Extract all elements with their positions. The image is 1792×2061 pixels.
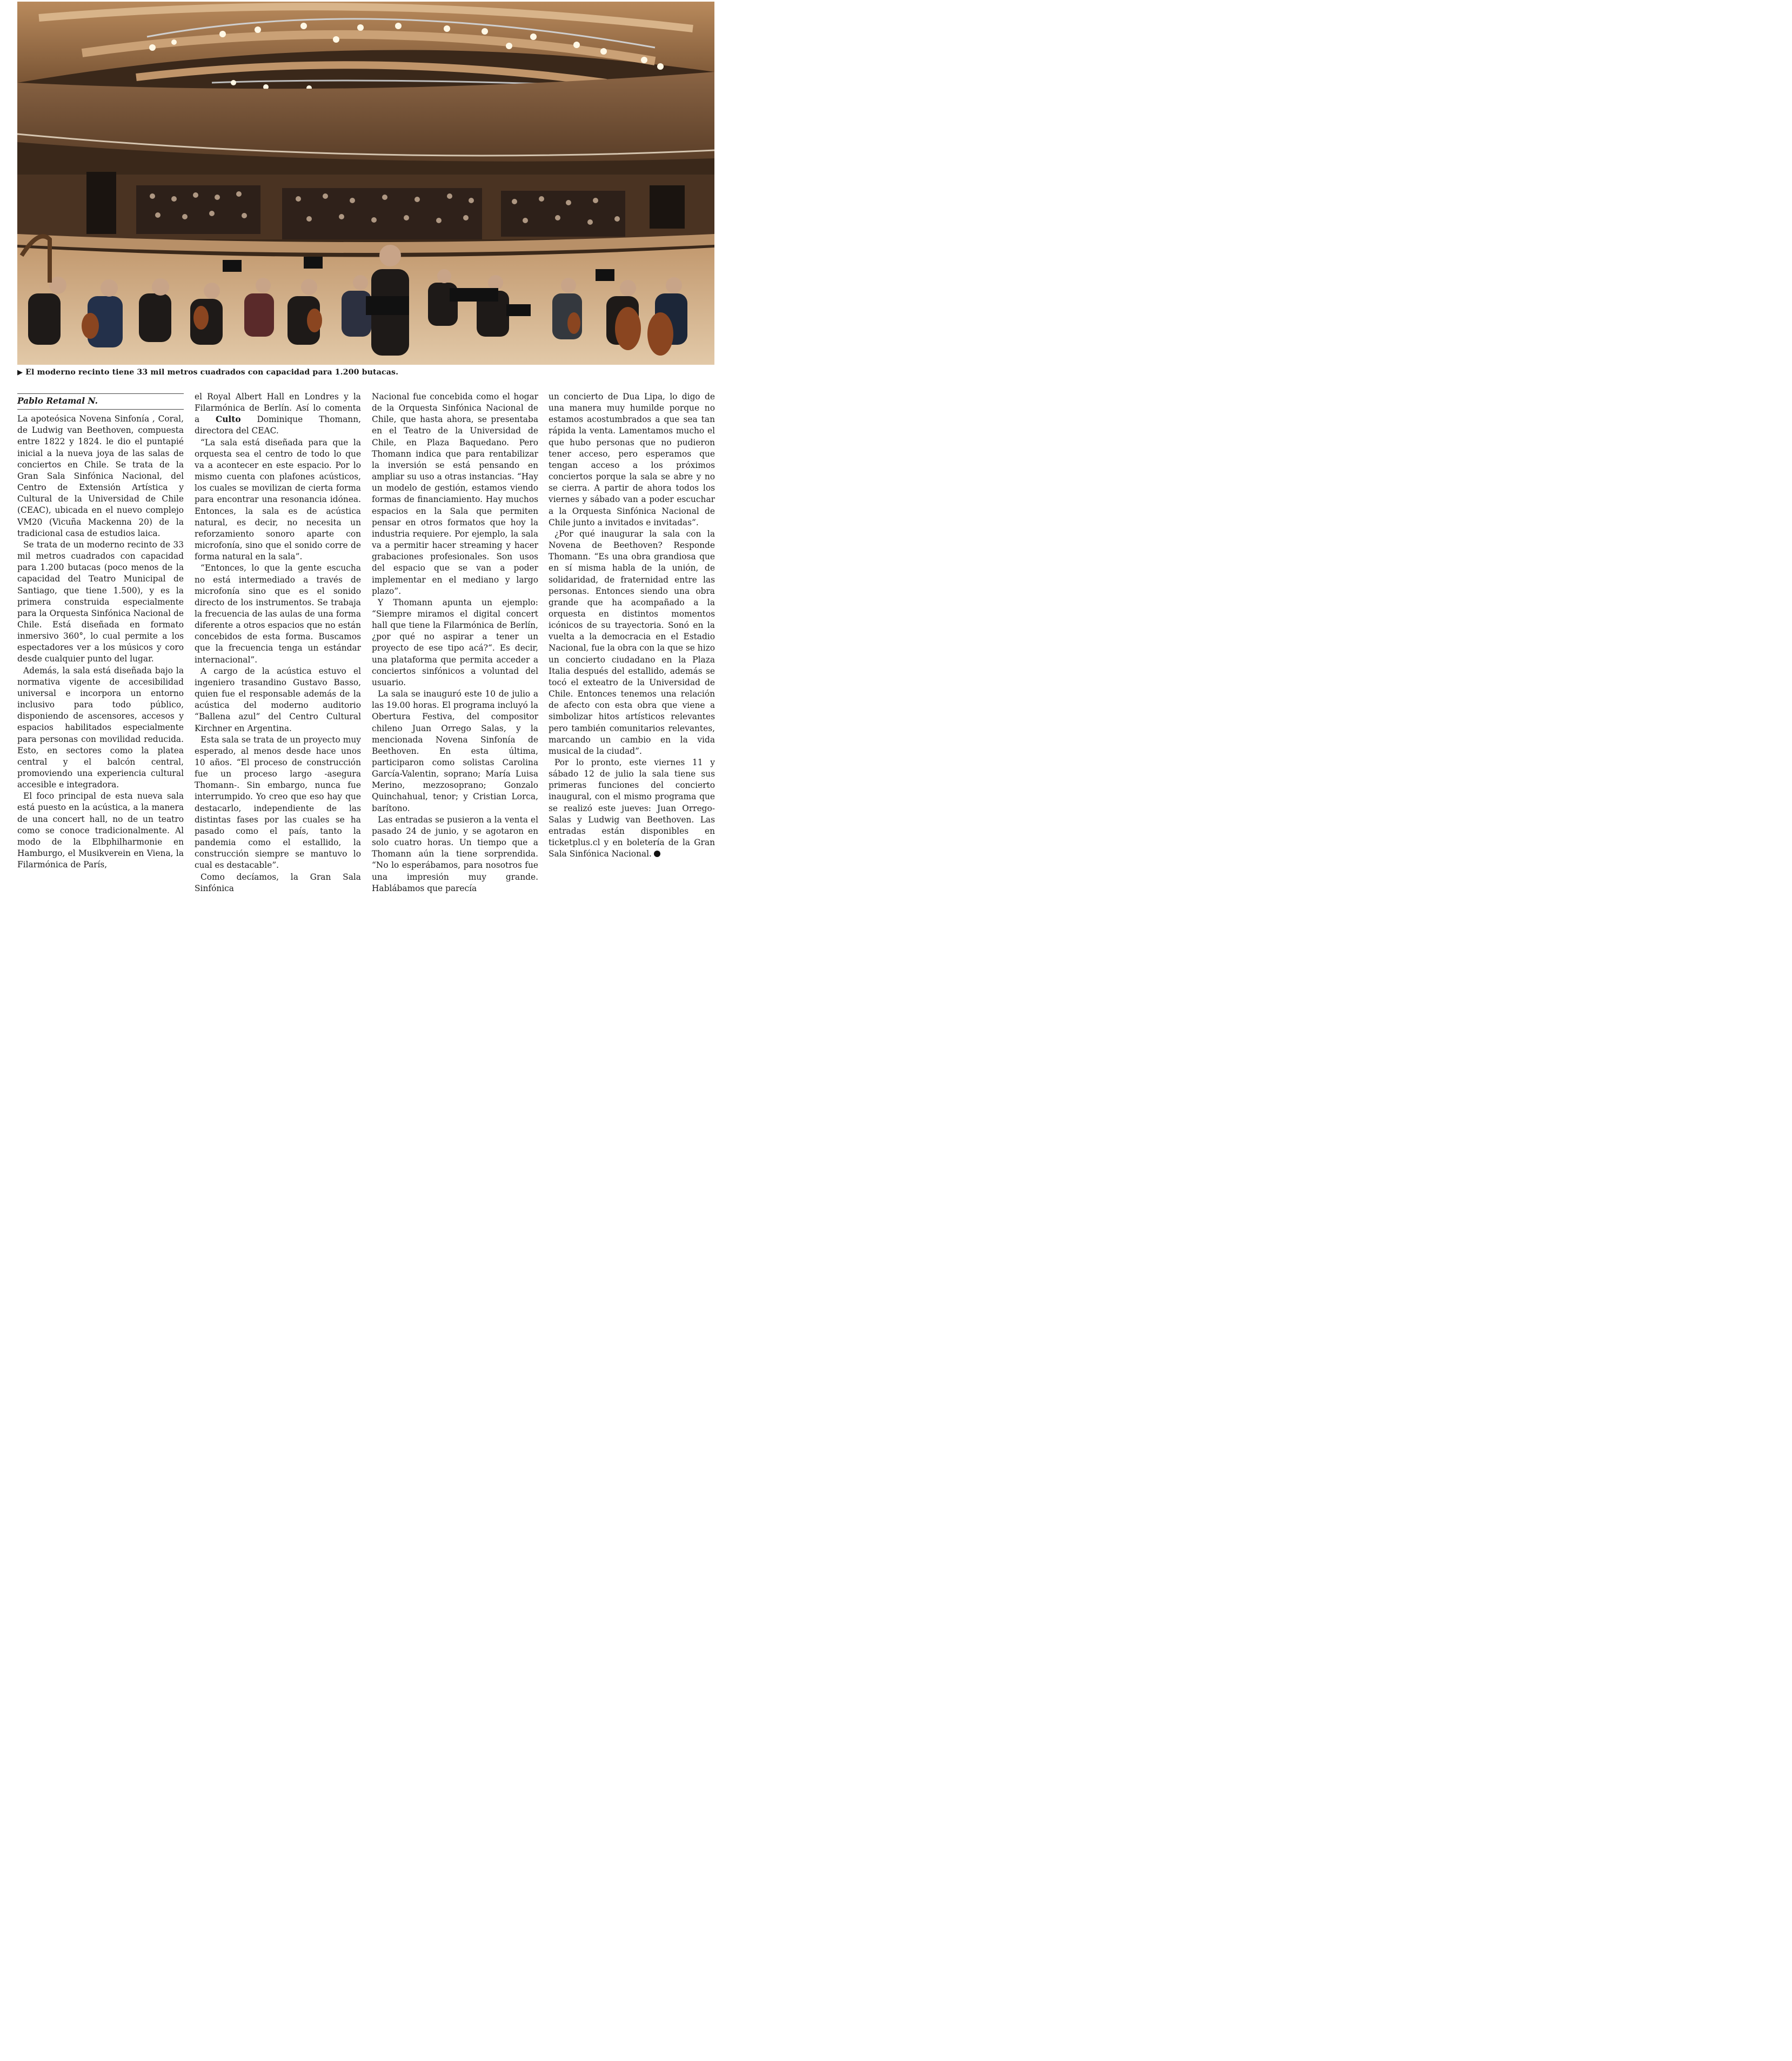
article-column-2	[195, 391, 361, 894]
paragraph: La sala se inauguró este 10 de julio a las 19.00 horas. El programa incluyó la Obertura Festiva, del compositor chileno Juan Orrego Salas, y la mencionada Novena Sinfonía de Beethoven. En esta última, participaron como solistas Carolina García-Valentin, soprano; María Luisa Merino, mezzosoprano; Gonzalo Quinchahual, tenor; y Cristian Lorca, barítono.	[372, 689, 538, 813]
concert-hall-photo	[17, 2, 714, 365]
paragraph: Se trata de un moderno recinto de 33 mil metros cuadrados con capacidad para 1.200 butacas (poco menos de la capacidad del Teatro Municipal de Santiago, que tiene 1.500), y es la primera construida especialmente para la Orquesta Sinfónica Nacional de Chile. Está diseñada en formato inmersivo 360°, lo cual permite a los espectadores ver a los músicos y coro desde cualquier punto del lugar.	[17, 539, 184, 664]
text-run: el Royal Albert Hall en Londres y la Filarmónica de Berlín. Así lo comenta a	[195, 392, 361, 425]
photo-caption	[17, 368, 714, 377]
paragraph: Además, la sala está diseñada bajo la normativa vigente de accesibilidad universal e incorpora un entorno inclusivo para todo público, disponiendo de ascensores, accesos y espacios habilitados especialmente para personas con movilidad reducida. Esto, en sectores como la platea central y el balcón central, promoviendo una experiencia cultural accesible e integradora.	[17, 665, 184, 790]
text-run: Dominique Thomann, directora del CEAC.	[195, 414, 362, 436]
paragraph	[195, 391, 361, 437]
paragraph: Las entradas se pusieron a la venta el pasado 24 de junio, y se agotaron en solo cuatro horas. Un tiempo que a Thomann aún la tiene sorprendida. “No lo esperábamos, para nosotros fue una impresión muy grande. Hablábamos que parecía	[372, 814, 538, 893]
publication-name: Culto	[215, 414, 241, 425]
paragraph: “La sala está diseñada para que la orquesta sea el centro de todo lo que va a acontecer en este espacio. Por lo mismo cuenta con plafones acústicos, los cuales se movilizan de cierta forma para encontrar una resonancia idónea. Entonces, la sala es de acústica natural, es decir, no necesita un reforzamiento sonoro aparte con microfonía, sino que el sonido corre de forma natural en la sala”.	[195, 437, 361, 562]
paragraph: Esta sala se trata de un proyecto muy esperado, al menos desde hace unos 10 años. “El proceso de construcción fue un proceso largo -asegura Thomann-. Sin embargo, nunca fue interrumpido. Yo creo que eso hay que destacarlo, independiente de las distintas fases por las cuales se ha pasado como el país, tanto la pandemia como el estallido, la construcción siempre se mantuvo lo cual es destacable”.	[195, 734, 361, 871]
caption-text: El moderno recinto tiene 33 mil metros cuadrados con capacidad para 1.200 butacas.	[25, 368, 399, 377]
paragraph: un concierto de Dua Lipa, lo digo de una manera muy humilde porque no estamos acostumbrados a que sea tan rápida la venta. Lamentamos mucho el que hubo personas que no pudieron tener acceso, pero esperamos que tengan acceso a los próximos conciertos porque la sala se abre y no se cierra. A partir de ahora todos los viernes y sábado van a poder escuchar a la Orquesta Sinfónica Nacional de Chile junto a invitados e invitadas”.	[549, 392, 715, 527]
article-column-4	[549, 391, 715, 860]
paragraph: A cargo de la acústica estuvo el ingeniero trasandino Gustavo Basso, quien fue el responsable además de la acústica del moderno auditorio “Ballena azul” del Centro Cultural Kirchner en Argentina.	[195, 666, 361, 733]
paragraph: Como decíamos, la Gran Sala Sinfónica	[195, 872, 361, 893]
paragraph: “Entonces, lo que la gente escucha no está intermediado a través de microfonía sino que es el sonido directo de los instrumentos. Se trabaja la frecuencia de las aulas de una forma diferente a otros espacios que no están concebidos de esta forma. Buscamos que la frecuencia tenga un estándar internacional”.	[195, 563, 361, 665]
byline: Pablo Retamal N.	[17, 396, 98, 406]
paragraph: La apoteósica Novena Sinfonía , Coral, de Ludwig van Beethoven, compuesta entre 1822 y 1824. le dio el puntapié inicial a la nueva joya de las salas de conciertos en Chile. Se trata de la Gran Sala Sinfónica Nacional, del Centro de Extensión Artística y Cultural de la Universidad de Chile (CEAC), ubicada en el nuevo complejo VM20 (Vicuña Mackenna 20) de la tradicional casa de estudios laica.	[17, 414, 184, 538]
text-run: Por lo pronto, este viernes 11 y sábado 12 de julio la sala tiene sus primeras funciones del concierto inaugural, con el mismo programa que se realizó este jueves: Juan Orrego-Salas y Ludwig van Beethoven. Las entradas están disponibles en ticketplus.cl y en boletería de la Gran Sala Sinfónica Nacional.	[549, 758, 715, 859]
article-column-1	[17, 393, 184, 871]
end-of-article-icon	[654, 851, 660, 857]
paragraph	[549, 757, 715, 860]
article-photo	[17, 2, 714, 365]
caption-marker: ▶	[17, 369, 23, 377]
byline-block	[17, 393, 184, 410]
paragraph: Y Thomann apunta un ejemplo: “Siempre miramos el digital concert hall que tiene la Filarmónica de Berlín, ¿por qué no aspirar a tener un proyecto de ese tipo acá?“. Es decir, una plataforma que permita acceder a conciertos sinfónicos a voluntad del usuario.	[372, 597, 538, 687]
paragraph: ¿Por qué inaugurar la sala con la Novena de Beethoven? Responde Thomann. “Es una obra grandiosa que en sí misma habla de la unión, de solidaridad, de fraternidad entre las personas. Entonces siendo una obra grande que ha acompañado a la orquesta en distintos momentos icónicos de su trayectoria. Sonó en la vuelta a la democracia en el Estadio Nacional, fue la obra con la que se hizo un concierto ciudadano en la Plaza Italia después del estallido, además se tocó el exteatro de la Universidad de Chile. Entonces tenemos una relación de afecto con esta obra que viene a simbolizar hitos artísticos relevantes pero también comunitarios relevantes, marcando un cambio en la vida musical de la ciudad”.	[549, 528, 715, 756]
paragraph: El foco principal de esta nueva sala está puesto en la acústica, a la manera de una concert hall, no de un teatro como se conoce tradicionalmente. Al modo de la Elbphilharmonie en Hamburgo, el Musikverein en Viena, la Filarmónica de París,	[17, 791, 184, 870]
paragraph: Nacional fue concebida como el hogar de la Orquesta Sinfónica Nacional de Chile, que hasta ahora, se presentaba en el Teatro de la Universidad de Chile, en Plaza Baquedano. Pero Thomann indica que para rentabilizar la inversión se está pensando en ampliar su uso a otras instancias. “Hay un modelo de gestión, estamos viendo formas de financiamiento. Hay muchos espacios en la Sala que permiten pensar en otros formatos que hoy la industria requiere. Por ejemplo, la sala va a permitir hacer streaming y hacer grabaciones profesionales. Son usos del espacio que se van a poder implementar en el mediano y largo plazo”.	[372, 392, 538, 596]
article-column-3	[372, 391, 538, 894]
